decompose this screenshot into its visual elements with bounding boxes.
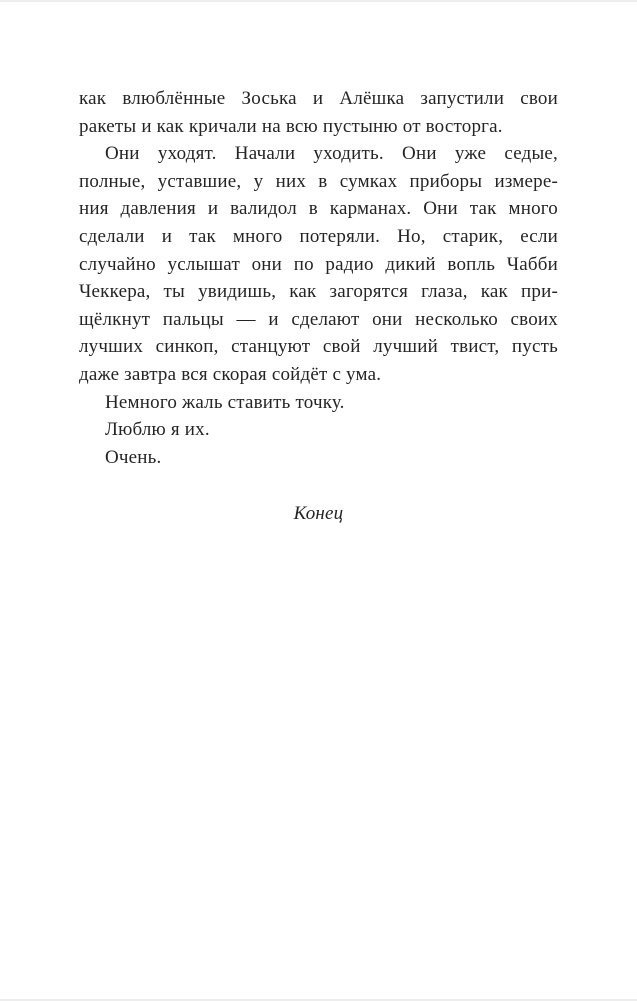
paragraph bbox=[79, 416, 558, 444]
paragraph bbox=[79, 389, 558, 417]
text-line: щёлкнут пальцы — и сделают они несколько своих bbox=[79, 308, 558, 330]
text-line: Они уходят. Начали уходить. Они уже седые, bbox=[105, 143, 558, 165]
text-line: ния давления и валидол в карманах. Они так много bbox=[79, 198, 558, 220]
page-text bbox=[79, 85, 558, 528]
text-line: как влюблённые Зоська и Алёшка запустили свои bbox=[79, 88, 558, 109]
paragraph bbox=[79, 85, 558, 140]
text-line: даже завтра вся скорая сойдёт с ума. bbox=[79, 363, 382, 385]
paragraph bbox=[79, 444, 558, 472]
text-line: Чеккера, ты увидишь, как загорятся глаза, как при- bbox=[79, 281, 558, 303]
ending-label: Конец bbox=[293, 503, 344, 525]
text-line: ракеты и как кричали на всю пустыню от восторга. bbox=[79, 115, 503, 137]
paragraph bbox=[79, 140, 558, 388]
text-line: Люблю я их. bbox=[105, 419, 210, 441]
text-line: сделали и так много потеряли. Но, старик, если bbox=[79, 225, 558, 247]
text-line: случайно услышат они по радио дикий вопль Чабби bbox=[79, 253, 558, 275]
text-line: лучших синкоп, станцуют свой лучший твист, пусть bbox=[79, 336, 558, 358]
text-line: Немного жаль ставить точку. bbox=[105, 391, 345, 413]
text-line: Очень. bbox=[105, 446, 162, 468]
text-line: полные, уставшие, у них в сумках приборы измере- bbox=[79, 170, 558, 192]
